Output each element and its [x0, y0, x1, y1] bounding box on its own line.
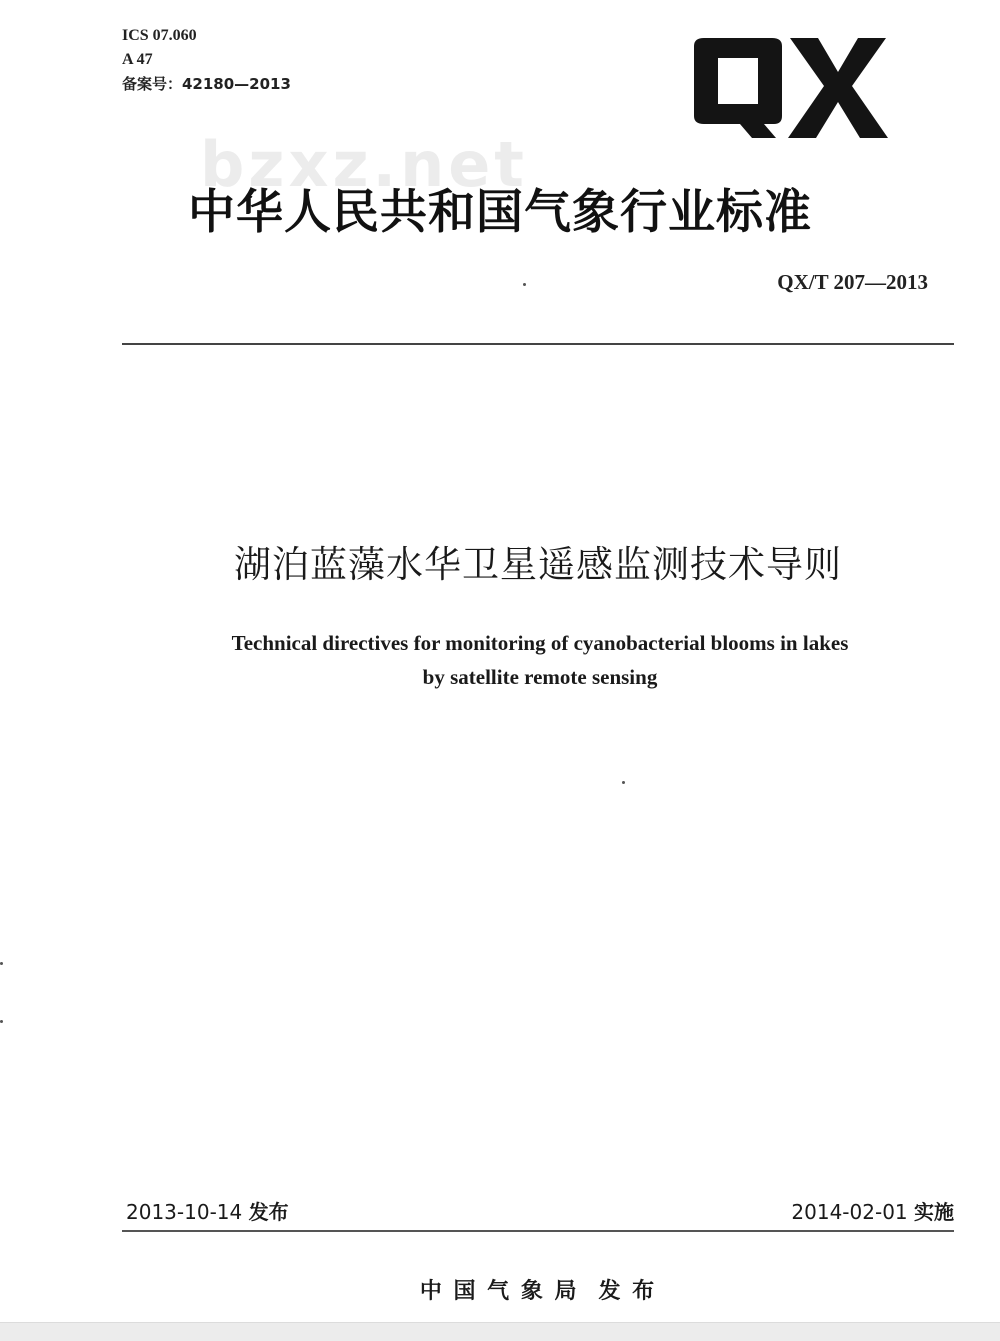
issuer-line — [0, 1274, 1000, 1305]
english-title — [0, 626, 1000, 694]
standard-code — [777, 270, 928, 295]
issue-date-block — [126, 1196, 289, 1225]
issuer-name: 中 国 气 象 局 — [419, 1279, 579, 1304]
implement-date: 2014-02-01 — [791, 1200, 908, 1224]
standard-category-heading: 中华人民共和国气象行业标准 — [188, 185, 812, 240]
scan-speck — [0, 962, 3, 965]
issuer-action: 发 布 — [598, 1279, 657, 1304]
english-title-line-1: Technical directives for monitoring of cyanobacterial blooms in lakes — [231, 631, 849, 655]
scan-speck — [0, 1020, 3, 1023]
header-divider — [122, 343, 954, 345]
standard-code-text: QX/T 207—2013 — [777, 270, 928, 294]
qx-logo-graphic — [690, 36, 890, 140]
scan-speck — [622, 781, 625, 784]
implement-label: 实施 — [914, 1200, 954, 1224]
classification-block — [122, 24, 291, 96]
filing-number: 备案号：42180—2013 — [122, 75, 291, 93]
english-title-line-2: by satellite remote sensing — [422, 665, 658, 689]
chinese-title: 湖泊蓝藻水华卫星遥感监测技术导则 — [234, 543, 842, 586]
qx-logo — [690, 36, 890, 140]
issue-date: 2013-10-14 — [126, 1200, 243, 1224]
viewer-bottom-edge — [0, 1322, 1000, 1341]
ics-code: ICS 07.060 — [122, 27, 197, 44]
implement-date-block — [791, 1196, 954, 1225]
watermark: bzxz.net — [200, 128, 528, 201]
issue-label: 发布 — [248, 1200, 289, 1224]
ccs-code: A 47 — [122, 51, 153, 68]
scan-speck — [523, 283, 526, 286]
footer-divider — [122, 1230, 954, 1232]
